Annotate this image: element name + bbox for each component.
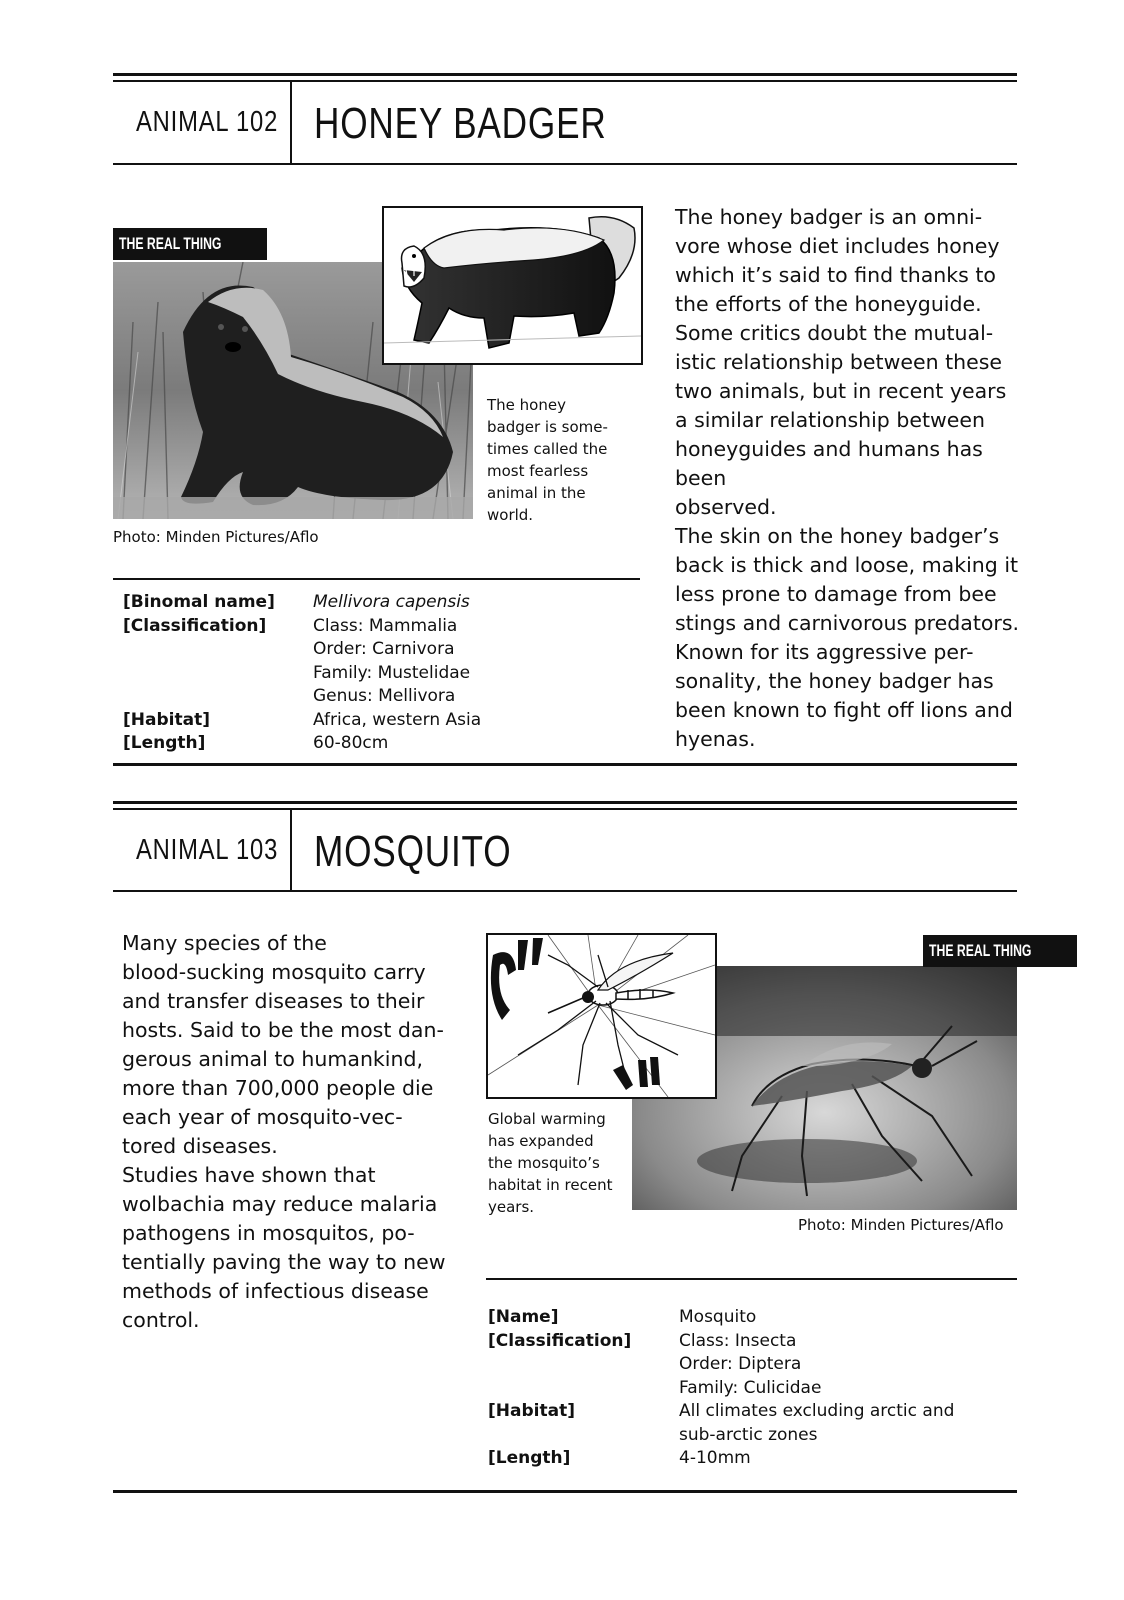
- info-key: [Classification]: [488, 1330, 632, 1351]
- info-value: Mosquito: [679, 1307, 757, 1327]
- animal-number-tag: ANIMAL 103: [136, 834, 279, 866]
- header-bottom-rule: [113, 890, 1017, 892]
- honey-badger-info-table: [123, 591, 543, 756]
- mosquito-caption: Global warming has expanded the mosquito’s habitat in recent years.: [488, 1110, 613, 1216]
- header-divider: [290, 82, 292, 164]
- mosquito-info-table: [488, 1306, 1008, 1471]
- info-value: All climates excluding arctic and sub-arctic zones: [679, 1401, 955, 1445]
- honey-badger-description: The honey badger is an omni- vore whose diet includes honey which it’s said to find thanks to the efforts of the honeyguide. Some critics doubt the mutual- istic relationship between these two animals, but in recent years a similar relationship between honeyguides and humans has been observed. The skin on the honey badger’s back is thick and loose, making it less prone to damage from bee stings and carnivorous predators. Known for its aggressive per- sonality, the honey badger has been known to fight off lions and hyenas.: [675, 205, 1020, 751]
- info-value: Class: Mammalia Order: Carnivora Family: Mustelidae Genus: Mellivora: [313, 615, 471, 706]
- info-key: [Length]: [488, 1448, 571, 1468]
- page-title: HONEY BADGER: [314, 99, 607, 148]
- info-row-classification: [488, 1330, 1008, 1401]
- real-thing-badge: THE REAL THING: [113, 228, 267, 260]
- info-key: [Habitat]: [123, 709, 210, 730]
- info-key: [Classification]: [123, 615, 267, 636]
- photo-credit: Photo: Minden Pictures/Aflo: [798, 1216, 1004, 1234]
- top-double-rule: [113, 73, 1017, 76]
- animal-number-tag: ANIMAL 102: [136, 106, 279, 138]
- info-key: [Binomal name]: [123, 592, 275, 612]
- info-row-name: [488, 1306, 1008, 1330]
- section-bottom-rule: [113, 1490, 1017, 1493]
- honey-badger-illustration: [382, 206, 643, 365]
- info-row-habitat: [123, 709, 543, 733]
- info-value: 4-10mm: [679, 1448, 751, 1468]
- info-row-length: [123, 732, 543, 756]
- info-value: Africa, western Asia: [313, 709, 482, 730]
- info-row-classification: [123, 615, 543, 709]
- info-key: [Habitat]: [488, 1401, 575, 1421]
- header-bottom-rule: [113, 163, 1017, 165]
- info-value: Class: Insecta Order: Diptera Family: Culicidae: [679, 1330, 822, 1398]
- info-row-length: [488, 1447, 1008, 1471]
- real-thing-badge: THE REAL THING: [923, 935, 1077, 967]
- photo-credit: Photo: Minden Pictures/Aflo: [113, 528, 319, 546]
- honey-badger-caption: The honey badger is some- times called the most fearless animal in the world.: [487, 396, 608, 524]
- info-key: [Name]: [488, 1307, 559, 1327]
- section-bottom-rule: [113, 763, 1017, 766]
- top-double-rule: [113, 808, 1017, 810]
- mosquito-description: Many species of the blood-sucking mosquito carry and transfer diseases to their hosts. Said to be the most dan- gerous animal to humankind, more than 700,000 people die each year of mosquito-vec- tored diseases. Studies have shown that wolbachia may reduce malaria pathogens in mosquitos, po- tentially paving the way to new methods of infectious disease control.: [122, 931, 446, 1332]
- info-top-rule: [113, 578, 640, 580]
- header-divider: [290, 810, 292, 892]
- top-double-rule: [113, 801, 1017, 804]
- page-title: MOSQUITO: [314, 827, 512, 876]
- top-double-rule: [113, 80, 1017, 82]
- info-row-habitat: [488, 1400, 1008, 1447]
- info-value: Mellivora capensis: [313, 592, 470, 612]
- info-value: 60-80cm: [313, 733, 389, 753]
- mosquito-illustration: [486, 933, 717, 1099]
- info-key: [Length]: [123, 733, 206, 753]
- info-row-binomial: [123, 591, 543, 615]
- info-top-rule: [486, 1278, 1017, 1280]
